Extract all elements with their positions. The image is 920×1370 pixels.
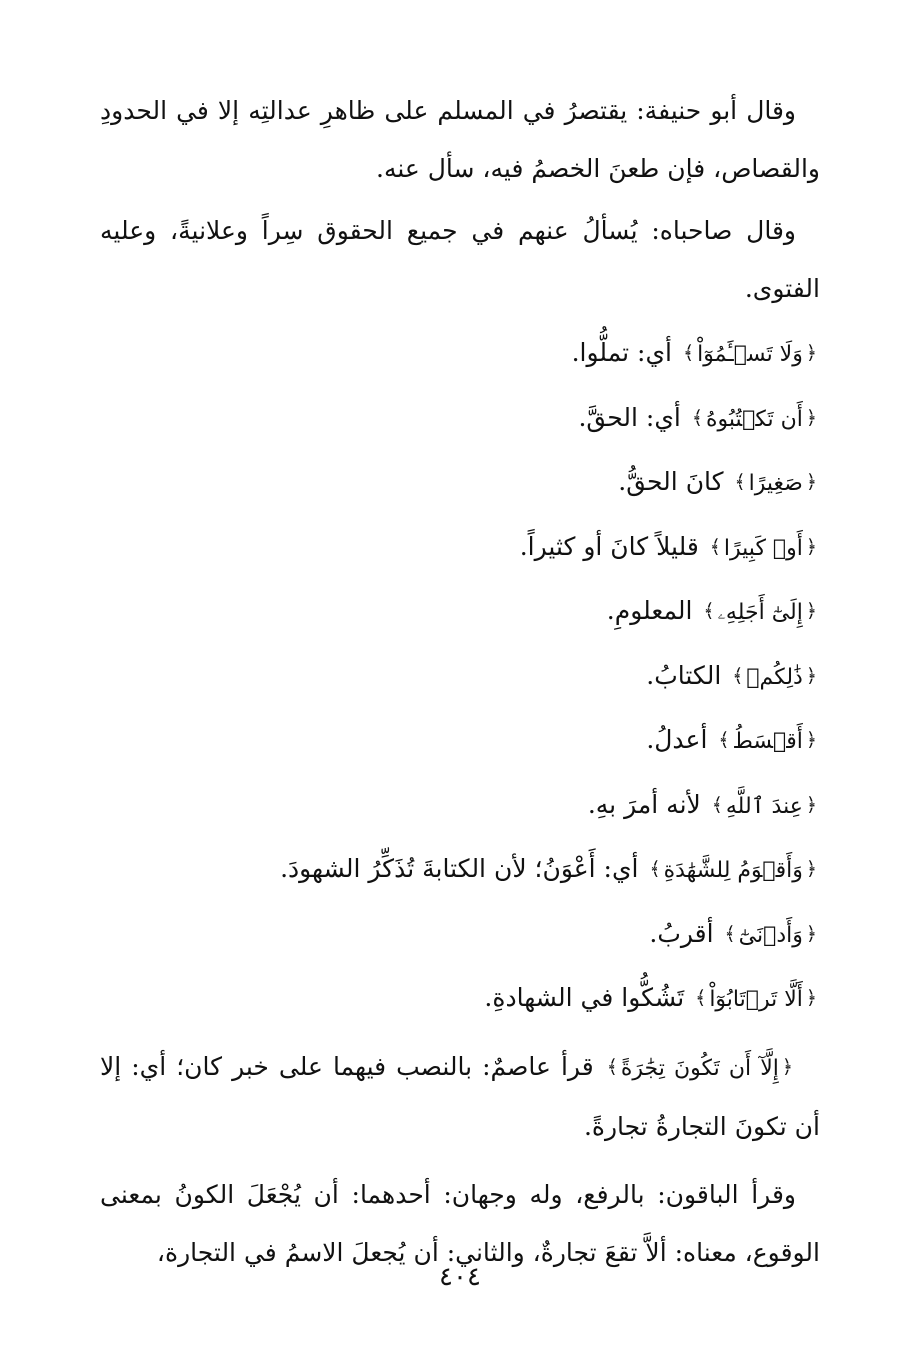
quran-phrase: وَأَدۡنَىٰٓ [738,922,803,948]
gloss-line [100,709,820,774]
gloss-explanation: تَشُكُّوا في الشهادةِ. [484,983,685,1012]
quran-close-bracket: ﴾ [734,471,746,493]
quran-close-bracket: ﴾ [718,729,730,751]
quran-close-bracket: ﴾ [695,987,707,1009]
gloss-line [100,838,820,903]
quran-close-bracket: ﴾ [682,342,695,364]
paragraph-baqun: وقرأ الباقون: بالرفع، وله وجهان: أحدهما: أن يُجْعَلَ الكونُ بمعنى الوقوع، معناه: ألاَّ تقعَ تجارةٌ، والثاني: أن يُجعلَ الاسمُ في التجارة، [100,1179,820,1267]
quran-phrase: وَأَقۡوَمُ لِلشَّهَٰدَةِ [663,858,803,883]
gloss-explanation: كانَ الحقُّ. [618,467,724,496]
quran-phrase: إِلَّآ أَن تَكُونَ تِجَٰرَةً [620,1055,779,1081]
quran-open-bracket: ﴿ [805,729,817,751]
gloss-explanation: قرأ عاصمٌ: بالنصب فيهما على خبر كان؛ أي: إلا أن تكونَ التجارةُ تجارةً. [100,1051,820,1141]
gloss-explanation: المعلومِ. [606,596,693,625]
quran-quote [689,403,820,432]
gloss-line [100,387,820,452]
gloss-line [100,516,820,581]
quran-quote [722,919,820,948]
gloss-explanation: لأنه أمرَ بهِ. [587,789,701,819]
quran-quote [707,532,820,561]
gloss-explanation: أي: الحقَّ. [578,402,681,432]
quran-open-bracket: ﴿ [781,1055,793,1078]
quran-phrase: أَلَّا تَرۡتَابُوٓاْ [709,987,803,1012]
quran-close-bracket: ﴾ [649,858,661,880]
gloss-explanation: أعدلُ. [646,725,708,754]
gloss-line [100,903,820,968]
quran-quote [680,338,820,367]
quran-open-bracket: ﴿ [805,922,817,945]
quran-quote [729,661,820,690]
quran-open-bracket: ﴿ [805,471,817,493]
gloss-explanation: أي: أَعْوَنُ؛ لأن الكتابةَ تُذَكِّرُ الشهودَ. [280,854,639,883]
quran-open-bracket: ﴿ [805,406,817,429]
quran-close-bracket: ﴾ [732,664,744,687]
gloss-line [100,322,820,387]
quran-gloss-list [100,322,820,1032]
gloss-line [100,645,820,710]
quran-phrase: أَقۡسَطُ [732,729,803,754]
quran-open-bracket: ﴿ [805,987,817,1009]
body-text [100,82,820,1286]
quran-phrase: ذَٰلِكُمۡ [746,664,803,690]
quran-quote [715,725,820,754]
quran-open-bracket: ﴿ [805,600,817,622]
gloss-explanation: الكتابُ. [646,660,722,690]
quran-close-bracket: ﴾ [724,922,736,945]
gloss-line [100,967,820,1032]
quran-phrase: أَوۡ كَبِيرًا [723,535,803,561]
quran-close-bracket: ﴾ [691,406,703,429]
paragraph-abu-hanifa: وقال أبو حنيفة: يقتصرُ في المسلم على ظاهرِ عدالتِه إلا في الحدودِ والقصاص، فإن طعنَ الخصمُ فيه، سأل عنه. [100,96,820,183]
quran-open-bracket: ﴿ [805,342,817,364]
quran-phrase: إِلَىٰٓ أَجَلِهِۦ [717,600,803,625]
quran-quote [732,467,820,496]
quran-close-bracket: ﴾ [711,793,723,816]
gloss-line [100,580,820,645]
gloss-line [100,774,820,839]
gloss-explanation: أقربُ. [649,918,714,948]
quran-close-bracket: ﴾ [709,535,721,558]
page-number: ٤٠٤ [439,1262,481,1292]
gloss-line [100,451,820,516]
paragraph-sahibah: وقال صاحباه: يُسألُ عنهم في جميع الحقوق سِراً وعلانيةً، وعليه الفتوى. [100,216,820,303]
gloss-explanation: أي: تملُّوا. [571,338,672,367]
quran-phrase: صَغِيرًا [748,471,803,496]
quran-open-bracket: ﴿ [805,793,817,816]
gloss-explanation: قليلاً كانَ أو كثيراً. [519,531,699,561]
quran-quote [709,790,820,819]
quran-quote [646,854,820,883]
quran-quote [692,983,820,1012]
quran-open-bracket: ﴿ [805,858,817,880]
quran-close-bracket: ﴾ [606,1055,618,1078]
quran-open-bracket: ﴿ [805,664,817,687]
quran-close-bracket: ﴾ [703,600,715,622]
quran-phrase: وَلَا تَسۡـَٔمُوٓاْ [697,342,803,367]
quran-open-bracket: ﴿ [805,535,817,558]
quran-phrase: عِندَ ٱللَّهِ [725,793,803,819]
quran-quote [700,596,820,625]
gloss-illa-an-takuna [100,1038,820,1156]
quran-phrase: أَن تَكۡتُبُوهُ [705,406,803,432]
